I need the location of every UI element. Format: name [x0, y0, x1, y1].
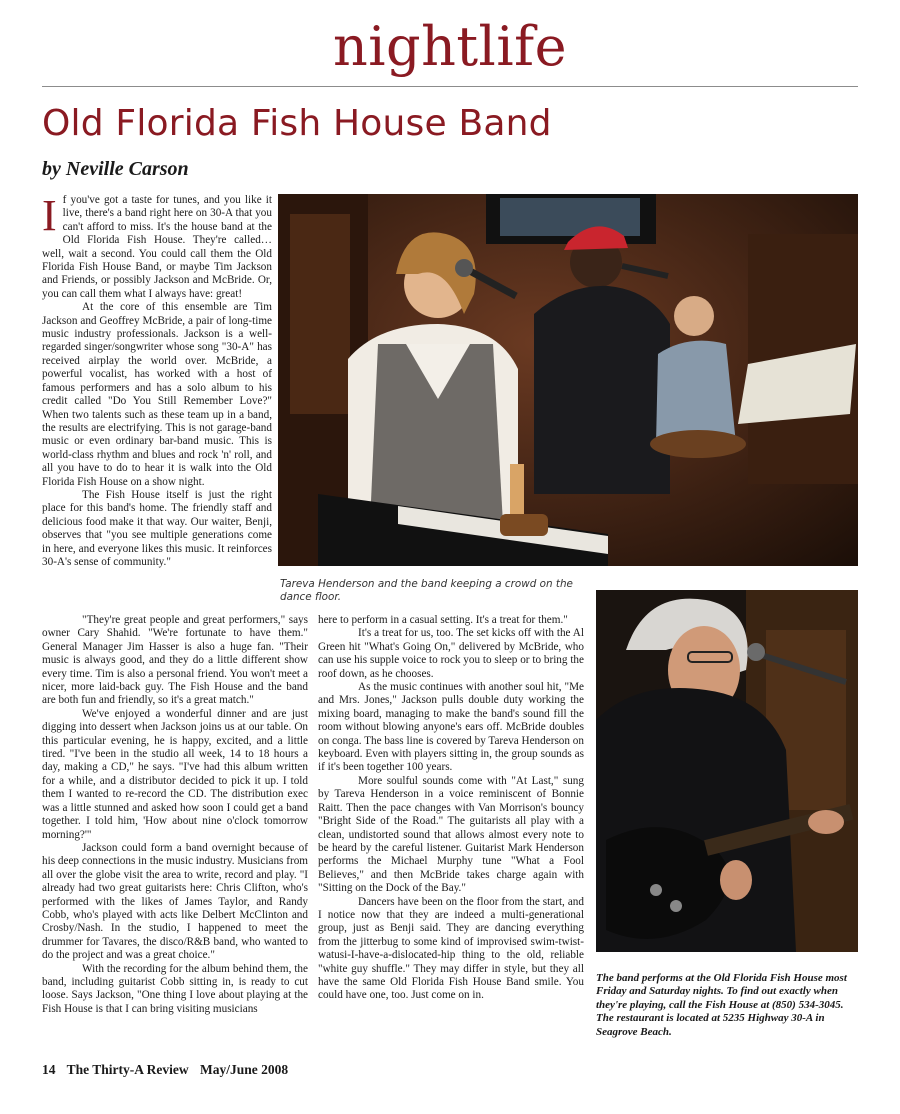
paragraph-3: The Fish House itself is just the right place for this band's home. The friendly staff and delicious food make it that way. Our waiter, Benji, observes that "you see multiple generations come in here, and everyone likes this music. It reinforces 30-A's sense of community."	[42, 488, 272, 568]
guitarist-photo	[596, 590, 858, 952]
article-headline: Old Florida Fish House Band	[42, 103, 552, 144]
paragraph-6: Jackson could form a band overnight because of his deep connections in the music industry. Musicians from all over the globe visit the area to write, record and play. "I already had two great guitarists here: Chris Clifton, who's performed with the likes of James Taylor, and Randy Cobb, who's played with acts like Delbert McClinton and Crosby/Nash. In the studio, I happened to meet the drummer for Tavares, the disco/R&B band, who wanted to do the project and was a great choice."	[42, 841, 308, 962]
article-column-1-lower	[42, 614, 308, 1054]
paragraph-1: If you've got a taste for tunes, and you like it live, there's a band right here on 30-A that you can't afford to miss. It's the house band at the Old Florida Fish House. They're called… well, wait a second. You could call them the Old Florida Fish House Band, or maybe Tim Jackson and Friends, or possibly Jackson and McBride. Or, you can call them what I always have: great!	[42, 194, 272, 300]
header-rule	[42, 86, 858, 87]
drop-cap: I	[42, 194, 57, 240]
paragraph-7: With the recording for the album behind them, the band, including guitarist Cobb sitting in, is ready to cut loose. Says Jackson, "One thing I love about playing at the Fish House is that I can bring visiting musicians	[42, 962, 308, 1015]
guitarist-photo-illustration	[596, 590, 858, 952]
paragraph-11: More soulful sounds come with "At Last," sung by Tareva Henderson in a voice reminiscent of Bonnie Raitt. Then the pace changes with Van Morrison's bouncy "Bright Side of the Road." The guitarists all play with a clean, undistorted sound that allows almost every note to be heard by the careful listener. Guitarist Mark Henderson performs the Michael Murphy tune "What a Fool Believes," and then McBride takes charge again with "Sitting on the Dock of the Bay."	[318, 774, 584, 895]
magazine-name: The Thirty-A Review	[66, 1062, 189, 1077]
paragraph-9: It's a treat for us, too. The set kicks off with the Al Green hit "What's Going On," delivered by McBride, who can use his supple voice to rock you to sleep or to bring the roof down, as he chooses.	[318, 627, 584, 680]
paragraph-2: At the core of this ensemble are Tim Jackson and Geoffrey McBride, a pair of long-time music industry professionals. Jackson is a well-regarded singer/songwriter whose song "30-A" has received airplay the world over. McBride, a powerful vocalist, has worked with a host of famous performers and has a solo album to his credit called "Do You Still Remember Love?" When two talents such as these team up in a band, the results are electrifying. This is not garage-band music or even ordinary bar-band music. This is world-class rhythm and blues and rock 'n' roll, and all you have to do to hear it is walk into the Old Florida Fish House on a show night.	[42, 301, 272, 488]
paragraph-8: here to perform in a casual setting. It's a treat for them."	[318, 614, 568, 626]
issue-date: May/June 2008	[200, 1062, 289, 1077]
article-column-2	[318, 614, 584, 1044]
byline: by Neville Carson	[42, 158, 189, 180]
article-column-1	[42, 194, 272, 582]
page-number: 14	[42, 1062, 56, 1077]
band-photo-caption: Tareva Henderson and the band keeping a crowd on the dance floor.	[280, 578, 573, 603]
paragraph-10: As the music continues with another soul hit, "Me and Mrs. Jones," Jackson pulls double duty working the mixing board, managing to make the band's sound fill the room without blowing anyone's ears off. McBride doubles on conga. The bass line is covered by Tareva Henderson on keyboard. Even with players sitting in, the group sounds as if it's been together 100 years.	[318, 681, 584, 774]
band-photo	[278, 194, 858, 566]
section-title: nightlife	[332, 15, 568, 78]
paragraph-4: "They're great people and great performers," says owner Cary Shahid. "We're fortunate to have them." General Manager Jim Hasser is also a huge fan. "Their music is always good, and they do a little different show every time. Tim is also a personal friend. You won't meet a nicer, more laid-back guy. The Fish House and the band are both fun and friendly, so it's a great match."	[42, 614, 308, 707]
page-footer	[42, 1062, 296, 1078]
band-photo-illustration	[278, 194, 858, 566]
paragraph-5: We've enjoyed a wonderful dinner and are just digging into dessert when Jackson joins us at our table. On this particular evening, he is happy, excited, and a little tired. "I've been in the studio all week, 14 to 18 hours a day, making a CD," he says. "I've had this album written for a while, and a distributor decided to pick it up. I told them I wanted to re-record the CD. The distribution exec was a little stunned and asked how soon I could get a band together. I told him, 'How about nine o'clock tomorrow morning?'"	[42, 707, 308, 841]
guitarist-photo-caption: The band performs at the Old Florida Fish House most Friday and Saturday nights. To find out exactly when they're playing, call the Fish House at (850) 534-3045. The restaurant is located at 5235 Highway 30-A in Seagrove Beach.	[596, 972, 847, 1038]
paragraph-12: Dancers have been on the floor from the start, and I notice now that they are indeed a multi-generational group, just as Benji said. They are dancing everything from the jitterbug to some kind of improvised swim-twist-watusi-I-have-a-dislocated-hip thing to the old, reliable "white guy shuffle." They may differ in style, but they all have the same Old Florida Fish House Band smile. You could have one, too. Just come on in.	[318, 895, 584, 1002]
